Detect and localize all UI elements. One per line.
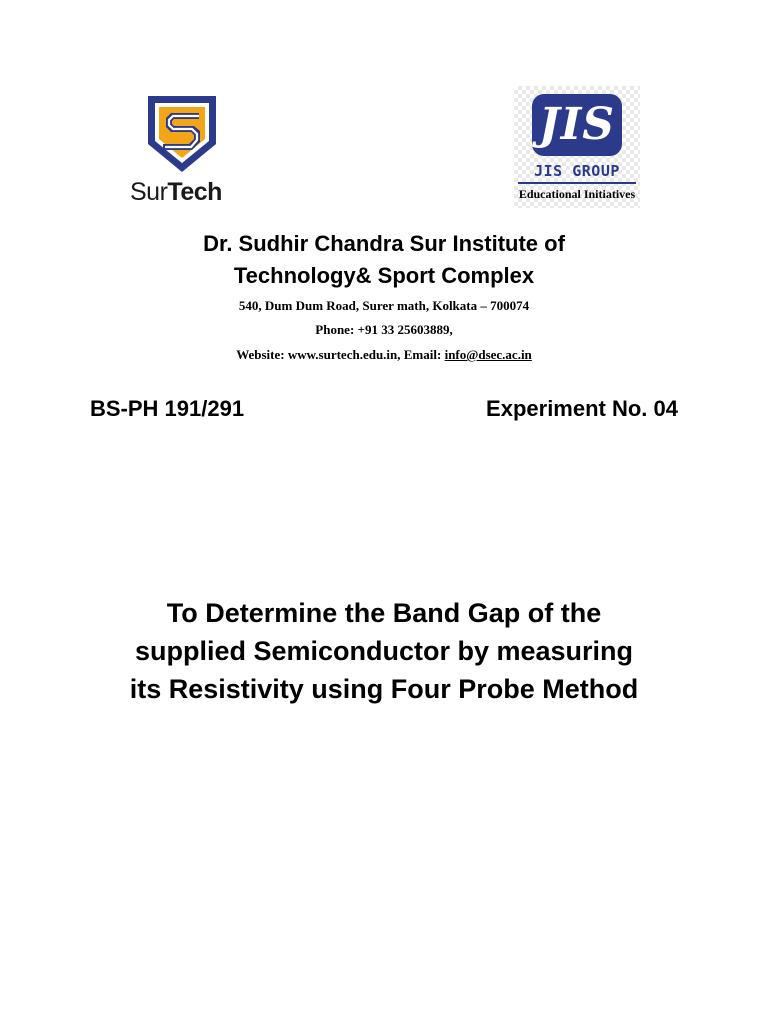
- surtech-logo: [126, 92, 236, 212]
- experiment-title-line2: supplied Semiconductor by measuring: [134, 636, 634, 666]
- experiment-title: [0, 594, 768, 708]
- jis-group-logo: [514, 86, 640, 208]
- experiment-title-line3: its Resistivity using Four Probe Method: [129, 674, 639, 704]
- institute-address: 540, Dum Dum Road, Surer math, Kolkata – 700074: [238, 298, 530, 313]
- surtech-wordmark: SurTech: [130, 178, 222, 206]
- institute-name-line1: Dr. Sudhir Chandra Sur Institute of: [203, 231, 565, 256]
- course-code: BS-PH 191/291: [90, 396, 245, 421]
- institute-contact: [0, 347, 768, 363]
- email-link[interactable]: info@dsec.ac.in: [444, 347, 532, 362]
- jis-badge: JIS: [532, 94, 622, 156]
- experiment-number: Experiment No. 04: [486, 396, 678, 421]
- jis-divider: [518, 182, 636, 184]
- website-text: Website: www.surtech.edu.in, Email:: [236, 347, 445, 362]
- experiment-title-line1: To Determine the Band Gap of the: [166, 598, 602, 628]
- surtech-shield-icon: [144, 94, 220, 174]
- jis-group-label: JIS GROUP: [534, 162, 620, 180]
- institute-name-line2: Technology& Sport Complex: [233, 263, 535, 288]
- jis-subtitle: Educational Initiatives: [518, 187, 636, 201]
- institute-phone: Phone: +91 33 25603889,: [315, 322, 453, 337]
- institute-name: [0, 228, 768, 292]
